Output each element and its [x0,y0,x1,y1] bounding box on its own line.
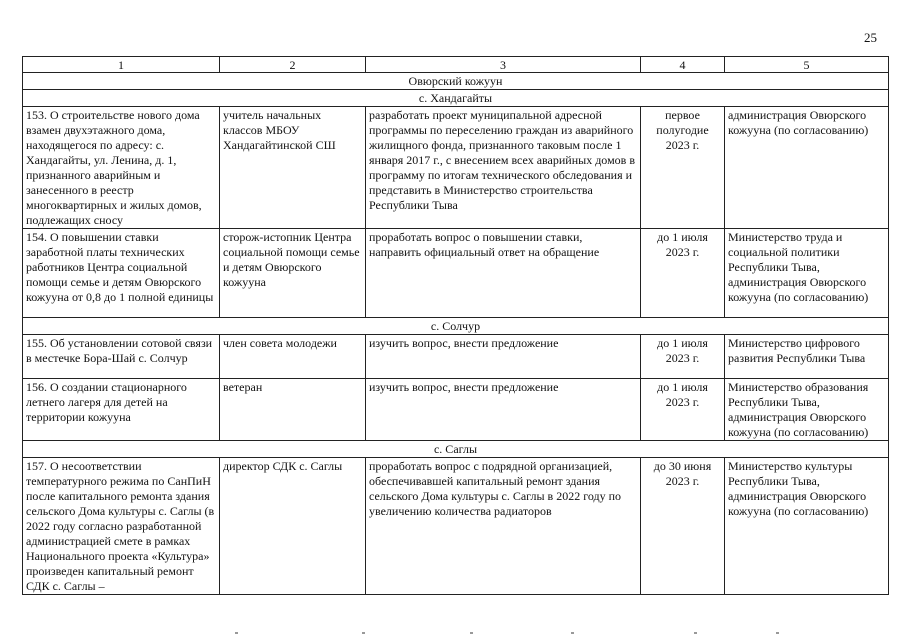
author-cell: сторож-истопник Центра социальной помощи семье и детям Овюрского кожууна [220,229,366,318]
deadline-cell: до 30 июня 2023 г. [641,458,725,595]
action-cell: изучить вопрос, внести предложение [366,335,641,379]
deadline-cell: до 1 июля 2023 г. [641,229,725,318]
subsection-heading: с. Саглы [23,441,889,458]
issue-cell: 156. О создании стационарного летнего лагеря для детей на территории кожууна [23,379,220,441]
action-cell: изучить вопрос, внести предложение [366,379,641,441]
scan-artifact-marks [0,628,905,640]
deadline-cell: до 1 июля 2023 г. [641,379,725,441]
responsible-cell: Министерство труда и социальной политики Республики Тыва, администрация Овюрского кожууна (по согласованию) [725,229,889,318]
document-table [22,56,889,595]
author-cell: ветеран [220,379,366,441]
responsible-cell: Министерство образования Республики Тыва, администрация Овюрского кожууна (по согласованию) [725,379,889,441]
deadline-cell: до 1 июля 2023 г. [641,335,725,379]
table-row [23,229,889,318]
issue-cell: 157. О несоответствии температурного режима по СанПиН после капитального ремонта здания сельского Дома культуры с. Саглы (в 2022 году согласно разработанной администрацией смете в рамках Национального проекта «Культура» произведен капитальный ремонт СДК с. Саглы – [23,458,220,595]
issue-cell: 153. О строительстве нового дома взамен двухэтажного дома, находящегося по адресу: с. Хандагайты, ул. Ленина, д. 1, признанного аварийным и занесенного в реестр многоквартирных и жилых домов, подлежащих сносу [23,107,220,229]
subsection-heading: с. Солчур [23,318,889,335]
page-number: 25 [864,30,877,45]
action-cell: проработать вопрос с подрядной организацией, обеспечивавшей капитальный ремонт здания сельского Дома культуры с. Саглы в 2022 году по увеличению количества радиаторов [366,458,641,595]
author-cell: учитель начальных классов МБОУ Хандагайтинской СШ [220,107,366,229]
column-number: 1 [23,57,220,73]
responsible-cell: администрация Овюрского кожууна (по согласованию) [725,107,889,229]
table-row [23,107,889,229]
table-row [23,335,889,379]
column-number: 5 [725,57,889,73]
responsible-cell: Министерство цифрового развития Республики Тыва [725,335,889,379]
subsection-row [23,318,889,335]
table-row [23,379,889,441]
table-row [23,458,889,595]
action-cell: проработать вопрос о повышении ставки, направить официальный ответ на обращение [366,229,641,318]
section-row [23,73,889,90]
section-heading: Овюрский кожуун [23,73,889,90]
deadline-cell: первое полугодие 2023 г. [641,107,725,229]
issue-cell: 154. О повышении ставки заработной платы технических работников Центра социальной помощи семье и детям Овюрского кожууна от 0,8 до 1 полной единицы [23,229,220,318]
action-cell: разработать проект муниципальной адресной программы по переселению граждан из аварийного жилищного фонда, признанного таковым после 1 января 2017 г., с внесением всех аварийных домов в программу по итогам технического обследования и представить в Министерство строительства Республики Тыва [366,107,641,229]
subsection-row [23,441,889,458]
subsection-row [23,90,889,107]
author-cell: директор СДК с. Саглы [220,458,366,595]
column-number: 2 [220,57,366,73]
column-number: 4 [641,57,725,73]
issue-cell: 155. Об установлении сотовой связи в местечке Бора-Шай с. Солчур [23,335,220,379]
column-number: 3 [366,57,641,73]
column-number-row [23,57,889,73]
author-cell: член совета молодежи [220,335,366,379]
subsection-heading: с. Хандагайты [23,90,889,107]
responsible-cell: Министерство культуры Республики Тыва, администрация Овюрского кожууна (по согласованию) [725,458,889,595]
